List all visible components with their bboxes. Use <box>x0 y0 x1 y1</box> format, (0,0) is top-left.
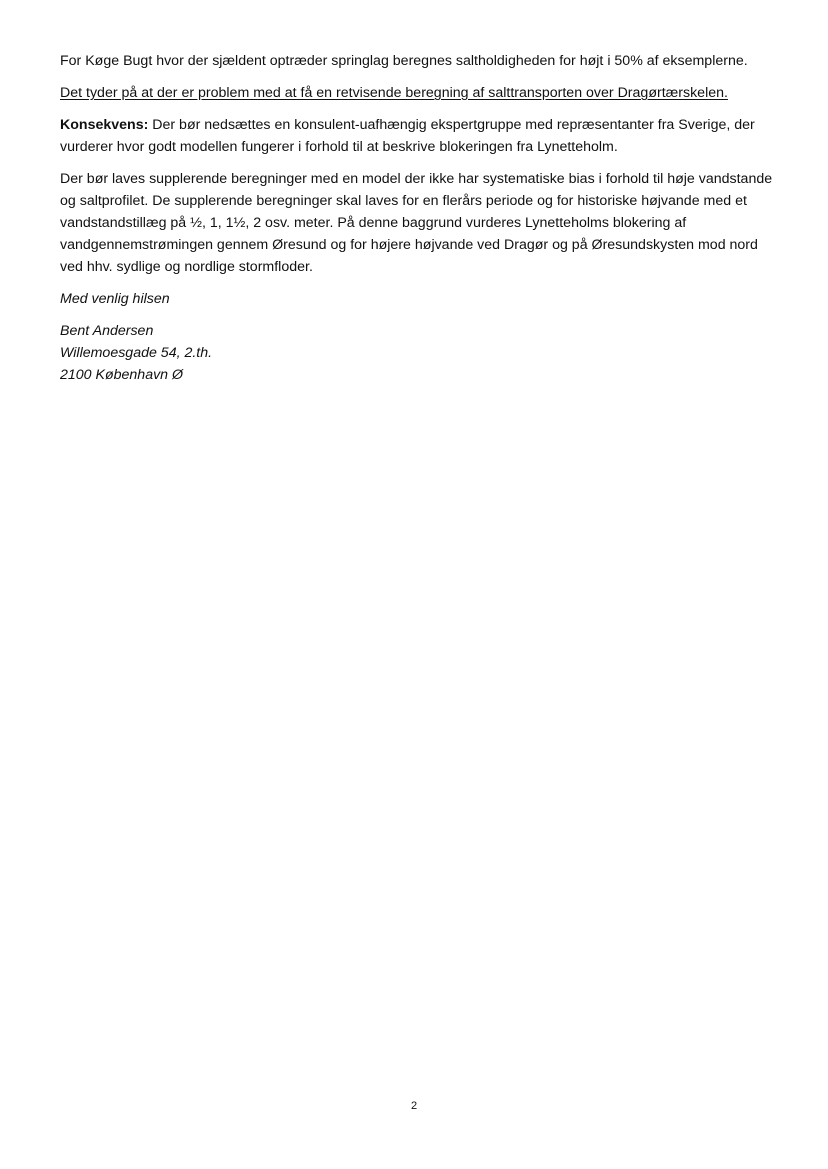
signature-block <box>60 320 780 386</box>
paragraph-underlined-conclusion: Det tyder på at der er problem med at få en retvisende beregning af salttransporten over Dragørtærskelen. <box>60 85 728 101</box>
paragraph-supplerende-beregninger: Der bør laves supplerende beregninger med en model der ikke har systematiske bias i forhold til høje vandstande og saltprofilet. De supplerende beregninger skal laves for en flerårs periode og for historiske højvande med et vandstandstillæg på ½, 1, 1½, 2 osv. meter. På denne baggrund vurderes Lynetteholms blokering af vandgennemstrømingen gennem Øresund og for højere højvande ved Dragør og på Øresundskysten mod nord ved hhv. sydlige og nordlige stormfloder. <box>60 171 773 275</box>
paragraph-koege-bugt: For Køge Bugt hvor der sjældent optræder springlag beregnes saltholdigheden for højt i 50% af eksemplerne. <box>60 53 748 69</box>
signature-street: Willemoesgade 54, 2.th. <box>60 345 213 361</box>
page-number: 2 <box>410 1100 418 1112</box>
paragraph-konsekvens <box>60 114 780 158</box>
document-page <box>60 50 780 386</box>
closing-greeting: Med venlig hilsen <box>60 291 170 307</box>
konsekvens-label: Konsekvens: <box>60 117 149 133</box>
signature-city: 2100 København Ø <box>60 367 184 383</box>
signature-name: Bent Andersen <box>60 323 154 339</box>
konsekvens-text: Der bør nedsættes en konsulent-uafhængig ekspertgruppe med repræsentanter fra Sverige, der vurderer hvor godt modellen fungerer i forhold til at beskrive blokeringen fra Lynetteholm. <box>60 117 755 155</box>
